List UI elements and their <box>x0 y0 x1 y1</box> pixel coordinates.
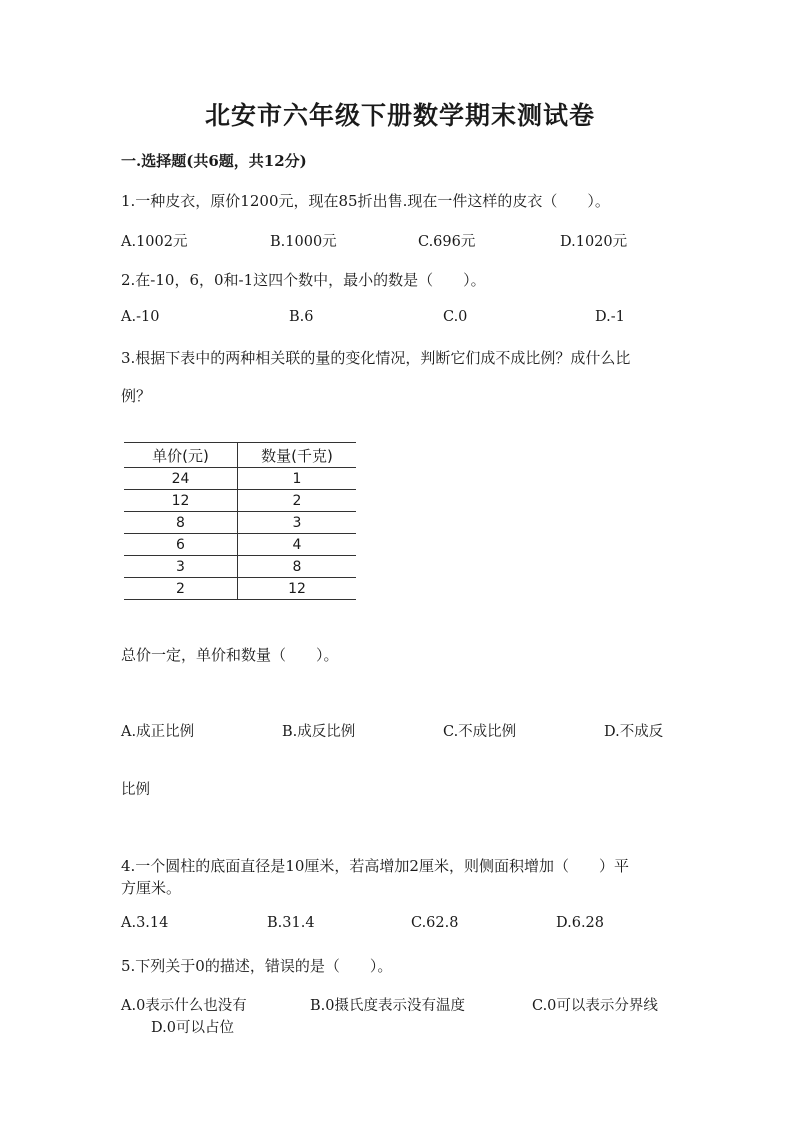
table-row <box>124 534 356 556</box>
table-row <box>124 490 356 512</box>
question-3-option-a: A.成正比例 <box>121 724 195 740</box>
question-4-option-c: C.62.8 <box>411 915 459 931</box>
question-2-option-d: D.-1 <box>595 309 625 325</box>
table-cell-price: 6 <box>124 534 238 556</box>
page-title: 北安市六年级下册数学期末测试卷 <box>204 101 595 130</box>
table-cell-quantity: 2 <box>238 490 357 512</box>
table-cell-quantity: 8 <box>238 556 357 578</box>
table-row <box>124 512 356 534</box>
question-5-stem: 5.下列关于0的描述，错误的是（ ）。 <box>121 957 393 975</box>
question-1-option-a: A.1002元 <box>121 234 188 250</box>
question-1-option-d: D.1020元 <box>560 234 628 250</box>
question-2-option-c: C.0 <box>443 309 468 325</box>
section-heading: 一.选择题(共6题，共12分) <box>121 152 307 170</box>
question-4-option-d: D.6.28 <box>556 915 605 931</box>
question-5-option-b: B.0摄氏度表示没有温度 <box>310 998 465 1014</box>
table-row <box>124 556 356 578</box>
table-row <box>124 578 356 600</box>
question-2-option-a: A.-10 <box>121 309 160 325</box>
question-4-stem-line-2: 方厘米。 <box>121 879 182 897</box>
table-cell-price: 24 <box>124 468 238 490</box>
table-header-price: 单价(元) <box>124 443 238 468</box>
table-header-row <box>124 443 356 468</box>
question-4-option-b: B.31.4 <box>267 915 315 931</box>
question-3-option-c: C.不成比例 <box>443 724 517 740</box>
question-1-stem: 1.一种皮衣，原价1200元，现在85折出售.现在一件这样的皮衣（ ）。 <box>121 192 610 210</box>
question-3-option-d: D.不成反 <box>604 724 664 740</box>
question-3-stem-line-2: 例？ <box>121 387 152 405</box>
table-cell-price: 12 <box>124 490 238 512</box>
table-cell-quantity: 12 <box>238 578 357 600</box>
question-2-stem: 2.在-10，6，0和-1这四个数中，最小的数是（ ）。 <box>121 271 486 289</box>
table-cell-price: 8 <box>124 512 238 534</box>
question-4-stem-line-1: 4.一个圆柱的底面直径是10厘米，若高增加2厘米，则侧面积增加（ ）平 <box>121 857 629 875</box>
table-cell-quantity: 4 <box>238 534 357 556</box>
question-5-option-a: A.0表示什么也没有 <box>121 998 247 1014</box>
table-header-quantity: 数量(千克) <box>238 443 357 468</box>
question-3-option-b: B.成反比例 <box>282 724 356 740</box>
table-cell-quantity: 1 <box>238 468 357 490</box>
question-1-option-b: B.1000元 <box>270 234 337 250</box>
question-5-option-d: D.0可以占位 <box>151 1020 234 1036</box>
price-quantity-table <box>124 442 356 600</box>
question-5-option-c: C.0可以表示分界线 <box>532 998 658 1014</box>
question-1-option-c: C.696元 <box>418 234 476 250</box>
question-3-prompt: 总价一定，单价和数量（ ）。 <box>121 646 339 664</box>
table-cell-price: 3 <box>124 556 238 578</box>
question-4-option-a: A.3.14 <box>121 915 169 931</box>
question-2-option-b: B.6 <box>289 309 314 325</box>
table-row <box>124 468 356 490</box>
table-cell-quantity: 3 <box>238 512 357 534</box>
question-3-stem-line-1: 3.根据下表中的两种相关联的量的变化情况，判断它们成不成比例？成什么比 <box>121 349 631 367</box>
table-cell-price: 2 <box>124 578 238 600</box>
question-3-option-d-wrap: 比例 <box>121 782 150 798</box>
